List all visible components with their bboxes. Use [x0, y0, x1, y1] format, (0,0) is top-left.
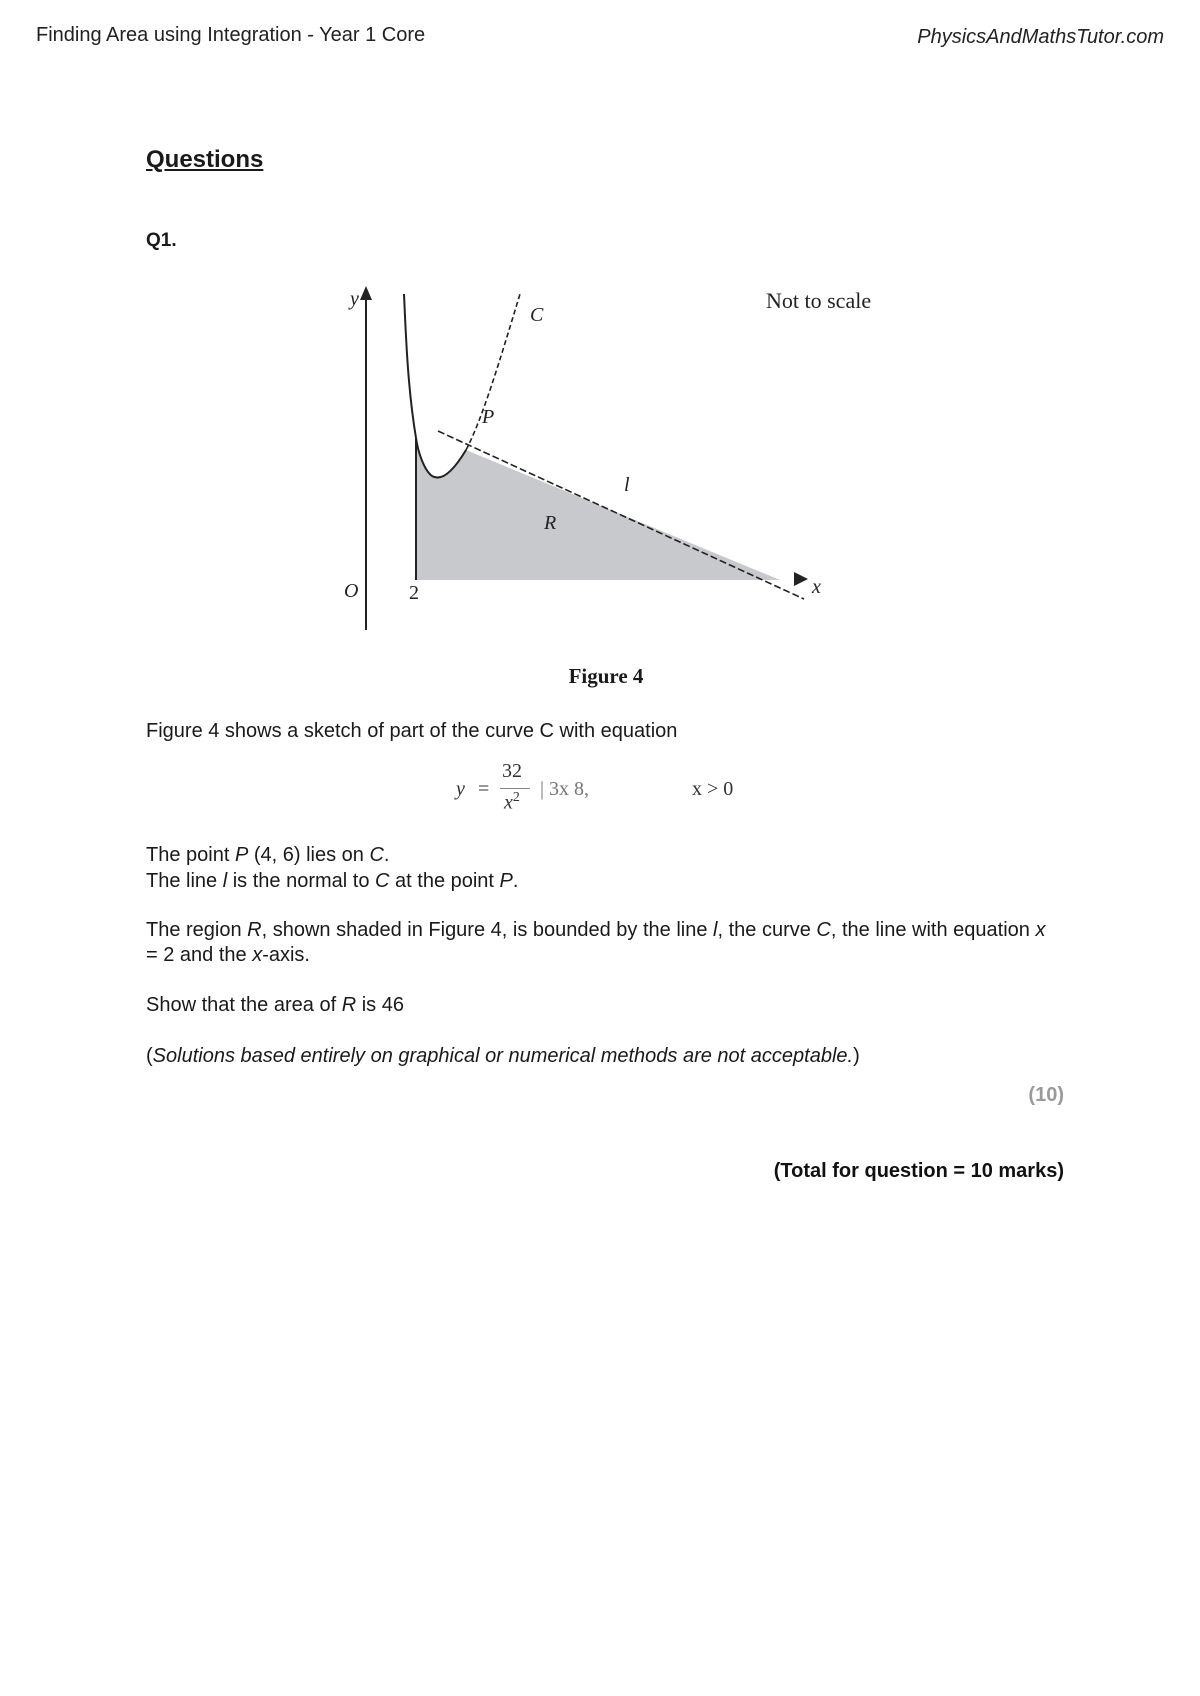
text-span: The line [146, 870, 223, 892]
curve-c-label: C [530, 304, 544, 326]
eq-denominator [504, 790, 520, 815]
text-span: C [369, 844, 384, 866]
text-span: l [713, 919, 718, 941]
marks-badge: (10) [1028, 1084, 1064, 1106]
y-axis-label: y [350, 288, 359, 310]
text-span: x [252, 944, 263, 966]
text-span: C [816, 919, 831, 941]
figure-sketch [320, 280, 880, 640]
point-p-label: P [482, 406, 495, 428]
text-span: ( [146, 1045, 153, 1067]
text-span: x [1035, 919, 1046, 941]
origin-label: O [344, 580, 359, 602]
curve-equation [456, 760, 776, 820]
figure-4 [320, 280, 880, 640]
question-number: Q1. [146, 230, 177, 251]
header-title: Finding Area using Integration - Year 1 Core [36, 24, 426, 46]
figure-caption: Figure 4 [568, 664, 644, 688]
text-span: , the curve [717, 919, 817, 941]
text-span: Solutions based entirely on graphical or numerical methods are not acceptable. [152, 1045, 854, 1067]
eq-numerator: 32 [502, 760, 522, 782]
eq-condition: x > 0 [692, 778, 734, 800]
text-span: The region [146, 919, 248, 941]
text-span: ) [853, 1045, 860, 1067]
text-span: -axis. [262, 944, 310, 966]
header-site: PhysicsAndMathsTutor.com [917, 26, 1164, 48]
text-span: P [234, 844, 249, 866]
show-statement [146, 992, 1046, 1018]
text-span: is the normal to [227, 870, 376, 892]
eq-rest: | 3x 8, [540, 778, 590, 800]
text-span: . [512, 870, 519, 892]
text-span: at the point [389, 870, 500, 892]
y-axis-arrow [360, 286, 372, 300]
text-span: Show that the area of [146, 994, 342, 1016]
section-title: Questions [146, 146, 264, 173]
text-span: (4, 6) lies on [248, 844, 370, 866]
text-span: , the line with equation [830, 919, 1036, 941]
text-span: l [222, 870, 228, 892]
text-span: = 2 and the [146, 944, 253, 966]
eq-lhs: y [456, 778, 465, 800]
text-span: C [375, 870, 390, 892]
x-axis-label: x [812, 576, 821, 598]
line-statement [146, 868, 1046, 894]
eq-fraction-bar [500, 788, 530, 789]
region-r-label: R [544, 512, 557, 534]
curve-c [404, 294, 466, 478]
not-to-scale-note: Not to scale [766, 288, 872, 313]
text-span: is 46 [356, 994, 404, 1016]
method-note [146, 1043, 1046, 1069]
eq-equals: = [478, 778, 490, 800]
text-span: . [383, 844, 390, 866]
point-statement [146, 842, 1046, 868]
eq-exponent: 2 [512, 790, 520, 805]
intro-text: Figure 4 shows a sketch of part of the curve C with equation [146, 720, 678, 742]
text-span: , shown shaded in Figure 4, is bounded by the line [261, 919, 714, 941]
x-tick-2: 2 [409, 582, 419, 604]
text-span: R [341, 994, 357, 1016]
eq-denominator-var: x [504, 791, 513, 814]
text-span: R [247, 919, 262, 941]
text-span: P [499, 870, 513, 892]
text-span: The point [146, 844, 235, 866]
line-l-label: l [624, 474, 630, 496]
shaded-region-r [416, 438, 780, 580]
region-statement [146, 918, 1046, 968]
x-axis-arrow [794, 572, 808, 586]
total-marks: (Total for question = 10 marks) [773, 1160, 1064, 1182]
